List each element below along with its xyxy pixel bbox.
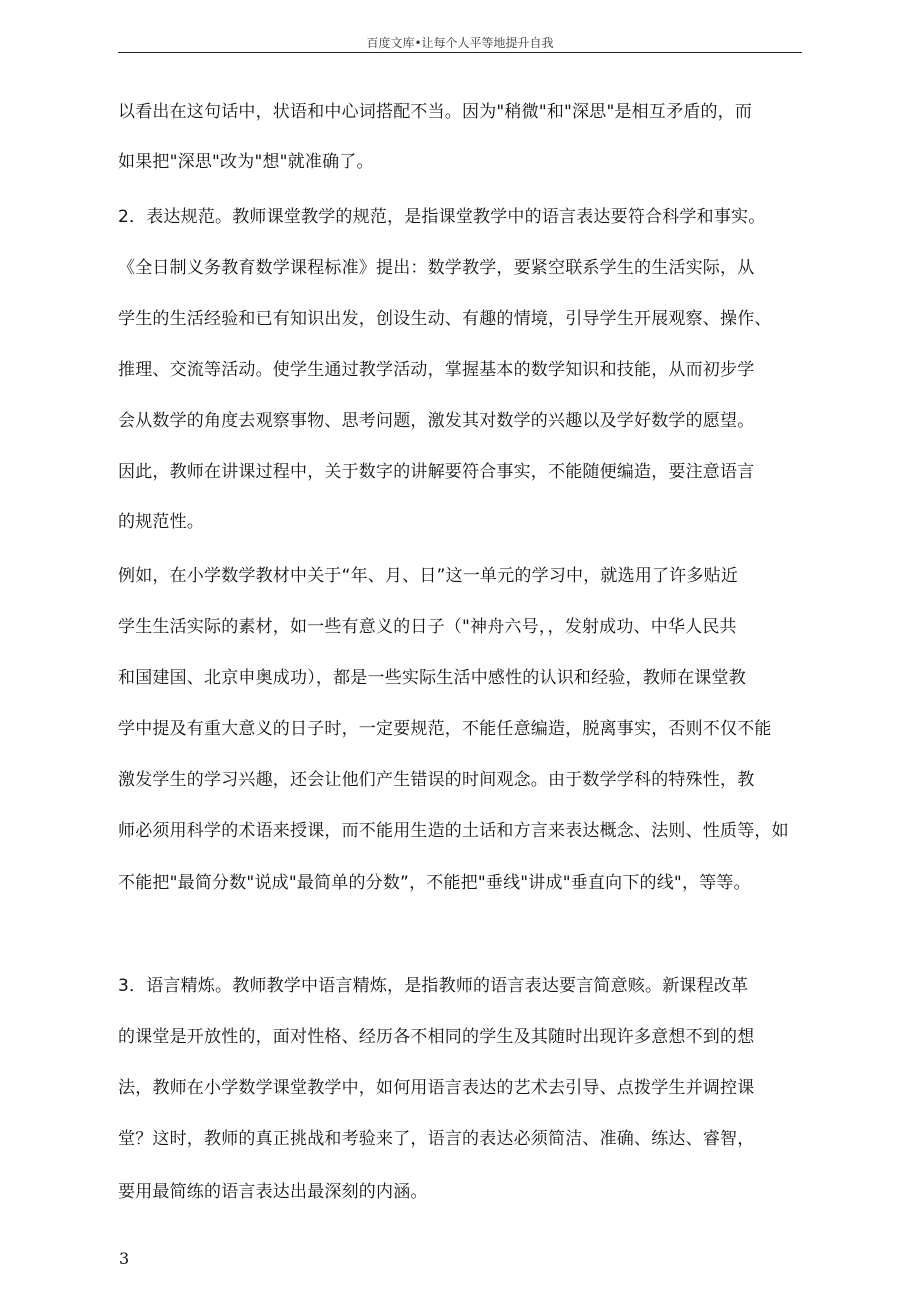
text-line: 激发学生的学习兴趣，还会让他们产生错误的时间观念。由于数学学科的特殊性，教 [118,770,755,790]
text-line: 学生生活实际的素材，如一些有意义的日子（"神舟六号，，发射成功、中华人民共 [118,617,737,637]
text-line: 例如，在小学数学教材中关于“年、月、日”这一单元的学习中，就选用了许多贴近 [118,566,739,586]
text-line: 3．语言精炼。教师教学中语言精炼，是指教师的语言表达要言简意赅。新课程改革 [118,976,749,996]
text-line: 如果把"深思"改为"想"就准确了。 [118,152,374,172]
page-number: 3 [119,1249,130,1268]
text-line: 法，教师在小学数学课堂教学中，如何用语言表达的艺术去引导、点拨学生并调控课 [118,1078,755,1098]
text-line: 学中提及有重大意义的日子时，一定要规范，不能任意编造，脱离事实，否则不仅不能 [118,719,772,739]
text-line: 师必须用科学的术语来授课，而不能用生造的土话和方言来表达概念、法则、性质等，如 [118,821,789,841]
text-line: 不能把"最简分数"说成"最简单的分数”，不能把"垂线"讲成"垂直向下的线"，等等。 [118,873,751,893]
document-header: 百度文库•让每个人平等地提升自我 [118,34,802,53]
text-line: 《全日制义务教育数学课程标准》提出：数学教学，要紧空联系学生的生活实际，从 [118,258,755,278]
text-line: 的课堂是开放性的，面对性格、经历各不相同的学生及其随时出现许多意想不到的想 [118,1027,755,1047]
text-line: 因此，教师在讲课过程中，关于数字的讲解要符合事实，不能随便编造，要注意语言 [118,462,755,482]
text-line: 和国建国、北京申奥成功），都是一些实际生活中感性的认识和经验，教师在课堂教 [118,668,746,688]
text-line: 推理、交流等活动。使学生通过教学活动，掌握基本的数学知识和技能，从而初步学 [118,360,755,380]
text-line: 学生的生活经验和已有知识出发，创设生动、有趣的情境，引导学生开展观察、操作、 [118,309,772,329]
text-line: 2．表达规范。教师课堂教学的规范，是指课堂教学中的语言表达要符合科学和事实。 [118,207,766,227]
text-line: 以看出在这句话中，状语和中心词搭配不当。因为"稍微"和"深思"是相互矛盾的，而 [118,102,753,122]
text-line: 会从数学的角度去观察事物、思考问题，激发其对数学的兴趣以及学好数学的愿望。 [118,411,755,431]
text-line: 的规范性。 [118,512,204,532]
text-line: 堂？这时，教师的真正挑战和考验来了，语言的表达必须简洁、准确、练达、睿智， [118,1129,755,1149]
text-line: 要用最简练的语言表达出最深刻的内涵。 [118,1182,428,1202]
